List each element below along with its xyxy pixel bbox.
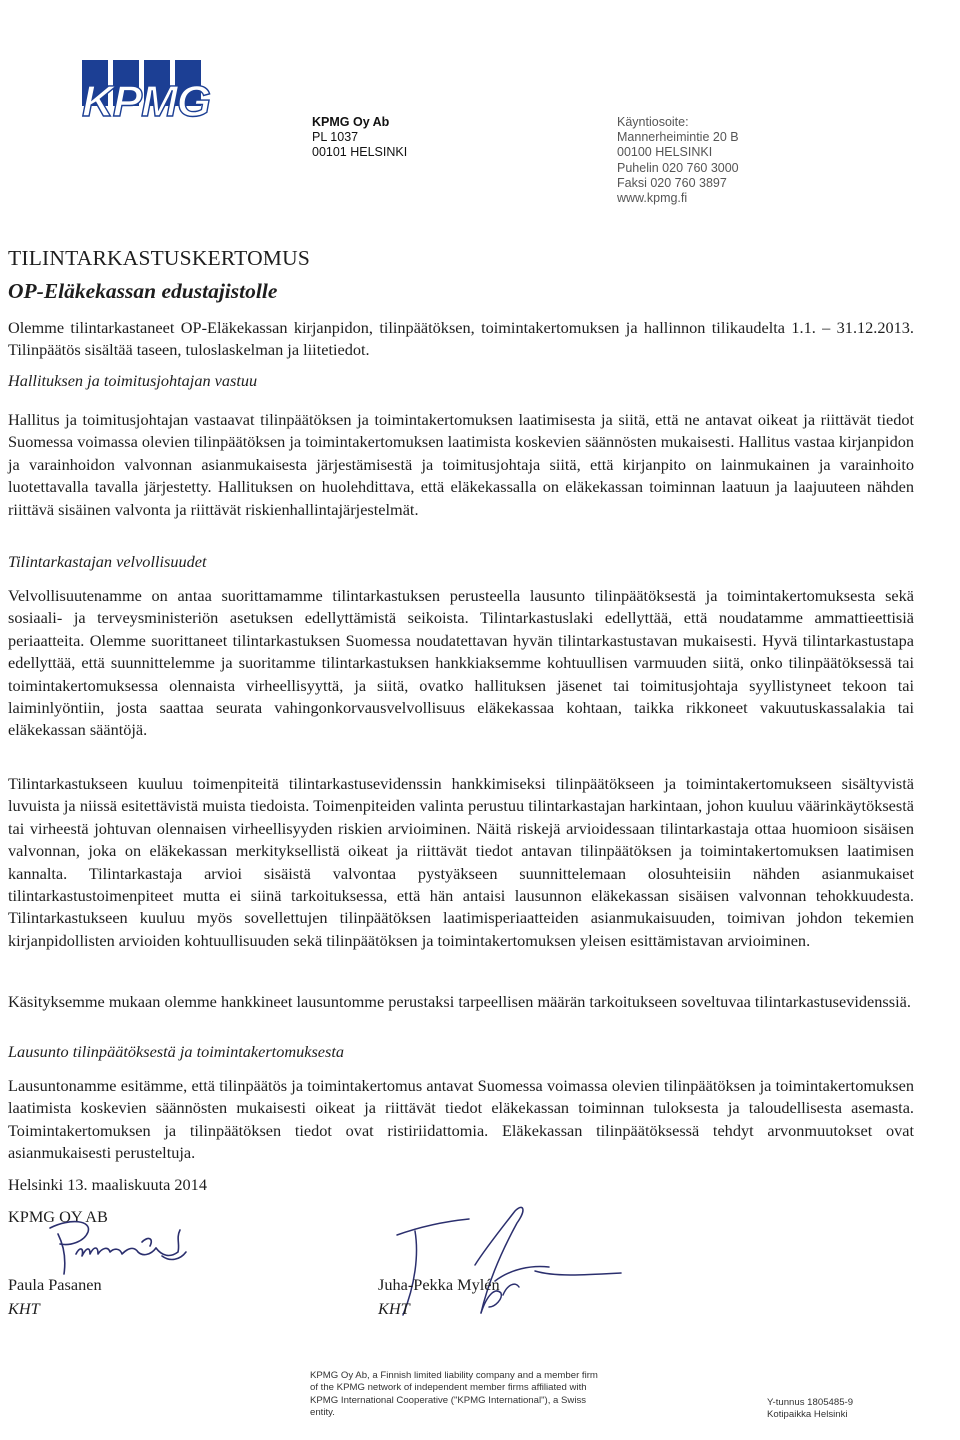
management-responsibility-paragraph: Hallitus ja toimitusjohtajan vastaavat tilinpäätöksen ja toimintakertomuksen laatimisesta ja siitä, että ne antavat oikeat ja riittävät tiedot Suomessa voimassa olevien tilinpäätöksen ja toimintakertomuksen laatimista koskevien säännösten mukaisesti. Hallitus vastaa kirjanpidon ja varainhoidon valvonnan asianmukaisesta järjestämisestä ja toimitusjohtaja siitä, että kirjanpito on lainmukainen ja varainhoito luotettavalla tavalla järjestetty. Hallituksen on huolehdittava, että eläkekassalla on eläkekassan toiminnan laatuun ja laajuuteen nähden riittävä sisäinen valvonta ja riittävät riskienhallintajärjestelmät.: [8, 410, 914, 519]
section-heading-auditor-responsibility: Tilintarkastajan velvollisuudet: [8, 552, 207, 571]
footer-company-info: [767, 1397, 853, 1422]
postal-city: 00101 HELSINKI: [312, 145, 408, 160]
footer-legal-text: [310, 1370, 598, 1419]
auditor-responsibility-paragraph-1: Velvollisuutenamme on antaa suorittamamme tilintarkastuksen perusteella lausunto tilinpäätöksestä ja toimintakertomuksesta sekä sosiaali- ja terveysministeriön asetuksen edellyttämistä seikoista. Tilintarkastuslaki edellyttää, että noudatamme ammattieettisiä periaatteita. Olemme suorittaneet tilintarkastuksen Suomessa noudatettavan hyvän tilintarkastustavan mukaisesti. Hyvä tilintarkastustapa edellyttää, että suunnittelemme ja suoritamme tilintarkastuksen hankkiaksemme kohtuullisen varmuuden siitä, onko tilinpäätöksessä tai toimintakertomuksessa olennaista virheellisyyttä, ja siitä, ovatko hallituksen jäsenet tai toimitusjohtaja syyllistyneet tekoon tai laiminlyöntiin, josta saattaa seurata vahingonkorvausvelvollisuus eläkekassaa kohtaan, taikka rikkoneet vakuutuskassalakia tai eläkekassan sääntöjä.: [8, 586, 914, 740]
document-title: TILINTARKASTUSKERTOMUS: [8, 246, 310, 270]
signing-date: Helsinki 13. maaliskuuta 2014: [8, 1175, 207, 1194]
signatory-name-2: Juha-Pekka Mylén: [378, 1275, 500, 1294]
footer-line: KPMG Oy Ab, a Finnish limited liability company and a member firm: [310, 1370, 598, 1381]
signature-paula-pasanen: [30, 1212, 210, 1282]
signatory-title-2: KHT: [378, 1299, 410, 1318]
signatory-title-1: KHT: [8, 1299, 40, 1318]
phone-number: Puhelin 020 760 3000: [617, 160, 739, 175]
section-heading-management-responsibility: Hallituksen ja toimitusjohtajan vastuu: [8, 371, 258, 390]
footer-line: entity.: [310, 1406, 335, 1418]
document-subtitle: OP-Eläkekassan edustajistolle: [8, 279, 278, 303]
intro-paragraph: Olemme tilintarkastaneet OP-Eläkekassan kirjanpidon, tilinpäätöksen, toimintakertomuksen ja hallinnon tilikaudelta 1.1. – 31.12.2013. Tilinpäätös sisältää taseen, tuloslaskelman ja liitetiedot.: [8, 318, 914, 360]
footer-line: of the KPMG network of independent member firms affiliated with: [310, 1382, 587, 1394]
section-heading-opinion: Lausunto tilinpäätöksestä ja toimintakertomuksesta: [8, 1042, 345, 1061]
kpmg-logo: [80, 60, 210, 124]
visiting-address: [617, 115, 739, 206]
visiting-label: Käyntiosoite:: [617, 115, 689, 129]
audit-firm-name: KPMG OY AB: [8, 1207, 108, 1226]
auditor-responsibility-paragraph-2: Tilintarkastukseen kuuluu toimenpiteitä tilintarkastusevidenssin hankkimiseksi tilinpäätökseen ja toimintakertomukseen sisältyvistä luvuista ja niissä esitettävistä muista tiedoista. Toimenpiteiden valinta perustuu tilintarkastajan harkintaan, johon kuuluu väärinkäytöksestä tai virheestä johtuvan olennaisen virheellisyyden riskien arvioiminen. Näitä riskejä arvioidessaan tilintarkastaja ottaa huomioon sisäisen valvonnan, joka on eläkekassan merkityksellistä oikeat ja riittävät tiedot antavan tilinpäätöksen ja toimintakertomuksen laatimisen kannalta. Tilintarkastaja arvioi sisäistä valvontaa pystyäkseen suunnittelemaan olosuhteisiin nähden asianmukaiset tilintarkastustoimenpiteet mutta ei siinä tarkoituksessa, että hän antaisi lausunnon eläkekassan sisäisen valvonnan tehokkuudesta. Tilintarkastukseen kuuluu myös sovellettujen tilinpäätöksen laatimisperiaatteiden asianmukaisuuden, toimivan johdon tekemien kirjanpidollisten arvioiden kohtuullisuuden sekä tilinpäätöksen ja toimintakertomuksen yleisen esittämistavan arvioiminen.: [8, 774, 914, 950]
website-link[interactable]: www.kpmg.fi: [617, 191, 688, 206]
postal-address: [312, 115, 407, 161]
opinion-paragraph: Lausuntonamme esitämme, että tilinpäätös ja toimintakertomus antavat Suomessa voimassa olevien tilinpäätöksen ja toimintakertomuksen laatimista koskevien säännösten mukaisesti oikeat ja riittävät tiedot eläkekassan toiminnan tuloksesta ja taloudellisesta asemasta. Toimintakertomuksen ja tilinpäätöksen tiedot ovat ristiriidattomia. Eläkekassan tilinpäätöksessä tehdyt arvonmuutokset ovat asianmukaisesti perusteltuja.: [8, 1076, 914, 1163]
logo-text: KPMG: [82, 77, 210, 126]
visiting-city: 00100 HELSINKI: [617, 145, 713, 160]
domicile: Kotipaikka Helsinki: [767, 1409, 848, 1421]
auditor-responsibility-paragraph-3: Käsityksemme mukaan olemme hankkineet lausuntomme perustaksi tarpeellisen määrän tarkoitukseen soveltuvaa tilintarkastusevidenssiä.: [8, 992, 911, 1011]
po-box: PL 1037: [312, 130, 359, 145]
footer-line: KPMG International Cooperative ("KPMG International"), a Swiss: [310, 1394, 587, 1406]
business-id: Y-tunnus 1805485-9: [767, 1397, 854, 1408]
signature-juha-pekka-mylen: [385, 1195, 625, 1335]
company-name: KPMG Oy Ab: [312, 115, 390, 129]
signatory-name-1: Paula Pasanen: [8, 1275, 102, 1294]
visiting-street: Mannerheimintie 20 B: [617, 130, 739, 145]
fax-number: Faksi 020 760 3897: [617, 175, 727, 190]
